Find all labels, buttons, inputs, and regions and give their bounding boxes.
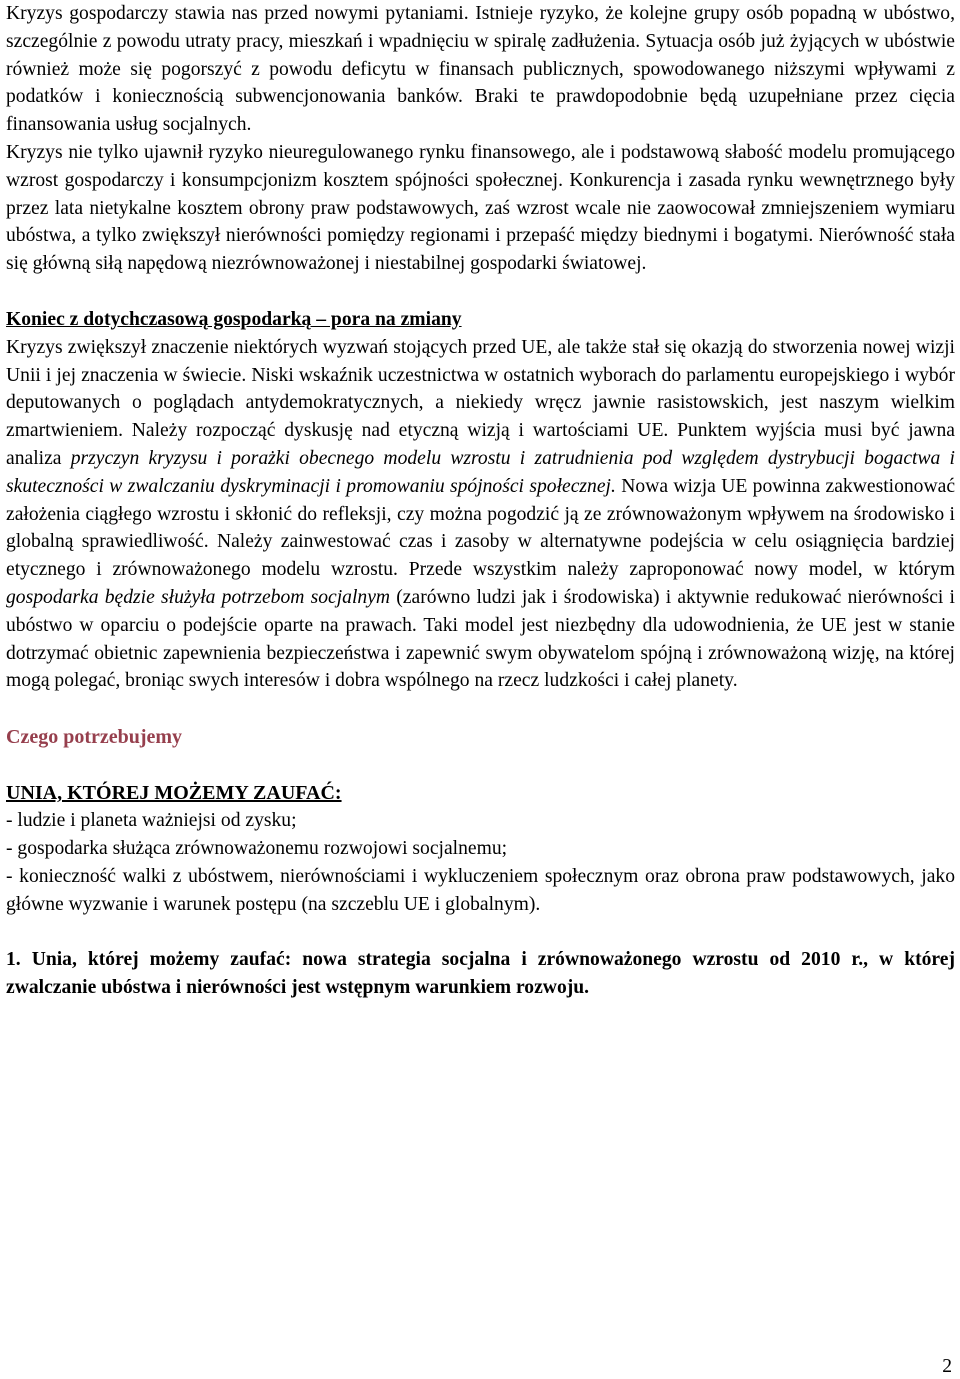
list-item: - gospodarka służąca zrównoważonemu rozwojowi socjalnemu; [6,837,508,859]
vision-italic-2: gospodarka będzie służyła potrzebom socjalnym [6,586,391,608]
list-item: - konieczność walki z ubóstwem, nierównościami i wykluczeniem społecznym oraz obrona praw podstawowych, jako główne wyzwanie i warunek postępu (na szczeblu UE i globalnym). [6,865,955,915]
section-heading-needs: Czego potrzebujemy [6,726,183,749]
intro-paragraph: Kryzys gospodarczy stawia nas przed nowymi pytaniami. Istnieje ryzyko, że kolejne grupy osób popadną w ubóstwo, szczególnie z powodu utraty pracy, mieszkań i wpadnięciu w spiralę zadłużenia. Sytuacja osób już żyjących w ubóstwie również może się pogorszyć z powodu deficytu w finansach publicznych, spowodowanego niższymi wpływami z podatków i koniecznością subwencjonowania banków. Braki te prawdopodobnie będą uzupełniane przez cięcia finansowania usług socjalnych. [6,3,955,136]
vision-text-2: Nowa wizja UE powinna zakwestionować założenia ciągłego wzrostu i skłonić do refleksji, czy można pogodzić ją ze zrównoważonym wpływem na środowisko i globalną sprawiedliwość. Należy zainwestować czas i zasoby w alternatywne podejścia w celu osiągnięcia bardziej etycznego i zrównoważonego modelu wzrostu. Przede wszystkim należy zaproponować nowy model, w którym [6,475,956,581]
section-heading-change: Koniec z dotychczasową gospodarką – pora na zmiany [6,308,462,330]
vision-paragraph [6,334,955,695]
spacer [6,695,955,723]
vision-italic-1: przyczyn kryzysu i porażki obecnego modelu wzrostu i zatrudnienia pod względem dystrybucji bogactwa i skuteczności w zwalczaniu dyskryminacji i promowaniu spójności społecznej. [6,447,955,497]
crisis-paragraph: Kryzys nie tylko ujawnił ryzyko nieuregulowanego rynku finansowego, ale i podstawową słabość modelu promującego wzrost gospodarczy i konsumpcjonizm kosztem spójności społecznej. Konkurencja i zasada rynku wewnętrznego były przez lata nietykalne kosztem obrony praw podstawowych, zaś wzrost wcale nie zaowocował zmniejszeniem wymiaru ubóstwa, a tylko zwiększył nierówności pomiędzy regionami i przepaść między biednymi i bogatymi. Nierówność stała się główną siłą napędową niezrównoważonej i niestabilnej gospodarki światowej. [6,141,955,275]
spacer [6,278,955,306]
trust-subheading: UNIA, KTÓREJ MOŻEMY ZAUFAĆ: [6,782,342,805]
vision-text-3: (zarówno ludzi jak i środowiska) i aktywnie redukować nierówności i ubóstwo w oparciu o podejście oparte na prawach. Taki model jest niezbędny dla udowodnienia, że UE jest w stanie dotrzymać obietnic zapewnienia bezpieczeństwa i zapewnić swym obywatelom spójną i zrównoważoną wizję, na której mogą polegać, broniąc swych interesów i dobra wspólnego na rzecz ludzkości i całej planety. [6,586,955,692]
document-page [6,0,955,1002]
spacer [6,751,955,779]
spacer [6,918,955,946]
vision-text-1: Kryzys zwiększył znaczenie niektórych wyzwań stojących przed UE, ale także stał się okazją do stworzenia nowej wizji Unii i jej znaczenia w świecie. Niski wskaźnik uczestnictwa w ostatnich wyborach do parlamentu europejskiego i wybór deputowanych o poglądach antydemokratycznych, a niekiedy wręcz jawnie rasistowskich, jest naszym wielkim zmartwieniem. Należy rozpocząć dyskusję nad etyczną wizją i wartościami UE. Punktem wyjścia musi być jawna analiza [6,336,955,469]
list-item: - ludzie i planeta ważniejsi od zysku; [6,810,297,832]
page-number: 2 [942,1356,952,1377]
numbered-heading: 1. Unia, której możemy zaufać: nowa strategia socjalna i zrównoważonego wzrostu od 2010 r., w której zwalczanie ubóstwa i nierówności jest wstępnym warunkiem rozwoju. [6,949,955,999]
